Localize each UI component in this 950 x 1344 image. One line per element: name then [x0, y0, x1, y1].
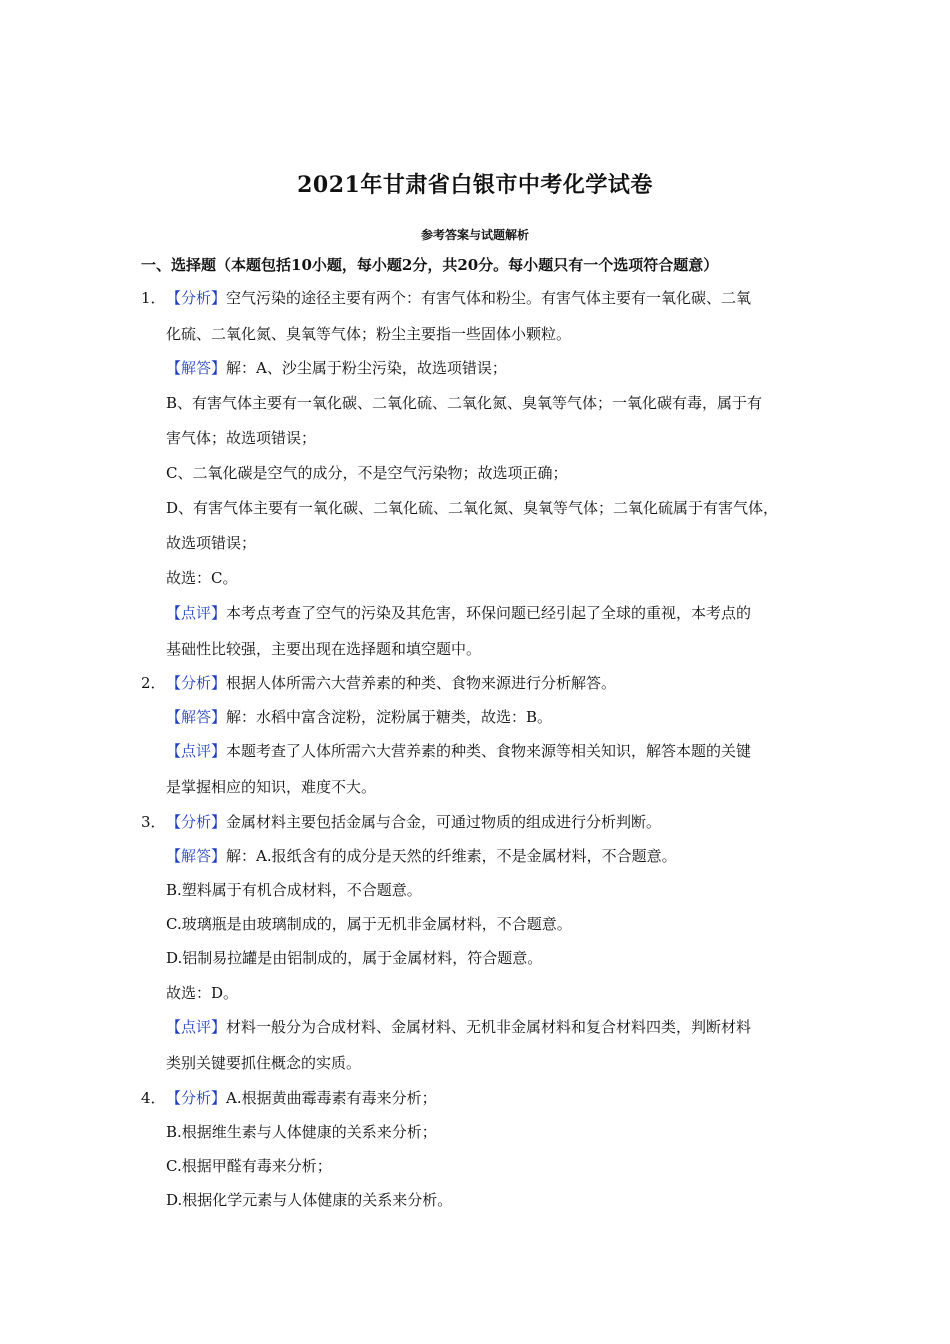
answer-tag: 【解答】 — [166, 847, 227, 865]
analysis-line — [166, 812, 661, 832]
answer-text: 故选项错误； — [166, 534, 257, 552]
review-text: 是掌握相应的知识，难度不大。 — [166, 778, 377, 796]
section-heading: 一、选择题（本题包括10小题，每小题2分，共20分。每小题只有一个选项符合题意） — [141, 256, 719, 274]
answer-text: B.塑料属于有机合成材料，不合题意。 — [166, 881, 422, 899]
analysis-text: D.根据化学元素与人体健康的关系来分析。 — [166, 1191, 453, 1209]
question-number: 2． — [141, 674, 166, 692]
review-text: 材料一般分为合成材料、金属材料、无机非金属材料和复合材料四类，判断材料 — [226, 1018, 752, 1036]
analysis-text: 金属材料主要包括金属与合金，可通过物质的组成进行分析判断。 — [226, 813, 662, 831]
answer-tag: 【解答】 — [166, 708, 227, 726]
answer-line — [166, 846, 677, 866]
review-line — [166, 741, 751, 761]
question-number: 3． — [141, 813, 166, 831]
answer-text: 解：A、沙尘属于粉尘污染，故选项错误； — [226, 359, 507, 377]
question-number: 4． — [141, 1089, 166, 1107]
analysis-text: A.根据黄曲霉毒素有毒来分析； — [226, 1089, 437, 1107]
answer-text: 故选：D。 — [166, 984, 239, 1002]
answer-line — [166, 707, 552, 727]
answer-text: 解：水稻中富含淀粉，淀粉属于糖类，故选：B。 — [226, 708, 553, 726]
answer-text: B、有害气体主要有一氧化碳、二氧化硫、二氧化氮、臭氧等气体；一氧化碳有毒，属于有 — [166, 394, 763, 412]
analysis-text: 根据人体所需六大营养素的种类、食物来源进行分析解答。 — [226, 674, 617, 692]
review-text: 本题考查了人体所需六大营养素的种类、食物来源等相关知识，解答本题的关键 — [226, 742, 752, 760]
analysis-line — [166, 288, 751, 308]
analysis-text: 化硫、二氧化氮、臭氧等气体；粉尘主要指一些固体小颗粒。 — [166, 325, 572, 343]
answer-text: D、有害气体主要有一氧化碳、二氧化硫、二氧化氮、臭氧等气体；二氧化硫属于有害气体， — [166, 499, 779, 517]
review-text: 类别关键要抓住概念的实质。 — [166, 1054, 362, 1072]
review-text: 本考点考查了空气的污染及其危害，环保问题已经引起了全球的重视，本考点的 — [226, 604, 752, 622]
page-subtitle: 参考答案与试题解析 — [420, 228, 529, 242]
review-text: 基础性比较强，主要出现在选择题和填空题中。 — [166, 640, 482, 658]
answer-text: C、二氧化碳是空气的成分，不是空气污染物；故选项正确； — [166, 464, 568, 482]
review-line — [166, 1017, 751, 1037]
analysis-text: 空气污染的途径主要有两个：有害气体和粉尘。有害气体主要有一氧化碳、二氧 — [226, 289, 752, 307]
question-number: 1． — [141, 289, 166, 307]
answer-text: D.铝制易拉罐是由铝制成的，属于金属材料，符合题意。 — [166, 949, 543, 967]
analysis-text: C.根据甲醛有毒来分析； — [166, 1157, 332, 1175]
analysis-tag: 【分析】 — [166, 674, 227, 692]
answer-text: C.玻璃瓶是由玻璃制成的，属于无机非金属材料，不合题意。 — [166, 915, 572, 933]
answer-text: 害气体；故选项错误； — [166, 429, 317, 447]
review-tag: 【点评】 — [166, 742, 227, 760]
review-tag: 【点评】 — [166, 604, 227, 622]
page-title: 2021年甘肃省白银市中考化学试卷 — [297, 172, 653, 198]
review-line — [166, 603, 751, 623]
analysis-text: B.根据维生素与人体健康的关系来分析； — [166, 1123, 437, 1141]
review-tag: 【点评】 — [166, 1018, 227, 1036]
analysis-tag: 【分析】 — [166, 813, 227, 831]
analysis-line — [166, 673, 616, 693]
answer-line — [166, 358, 507, 378]
analysis-line — [166, 1088, 437, 1108]
answer-text: 故选：C。 — [166, 569, 238, 587]
answer-text: 解：A.报纸含有的成分是天然的纤维素，不是金属材料，不合题意。 — [226, 847, 677, 865]
answer-tag: 【解答】 — [166, 359, 227, 377]
analysis-tag: 【分析】 — [166, 289, 227, 307]
analysis-tag: 【分析】 — [166, 1089, 227, 1107]
